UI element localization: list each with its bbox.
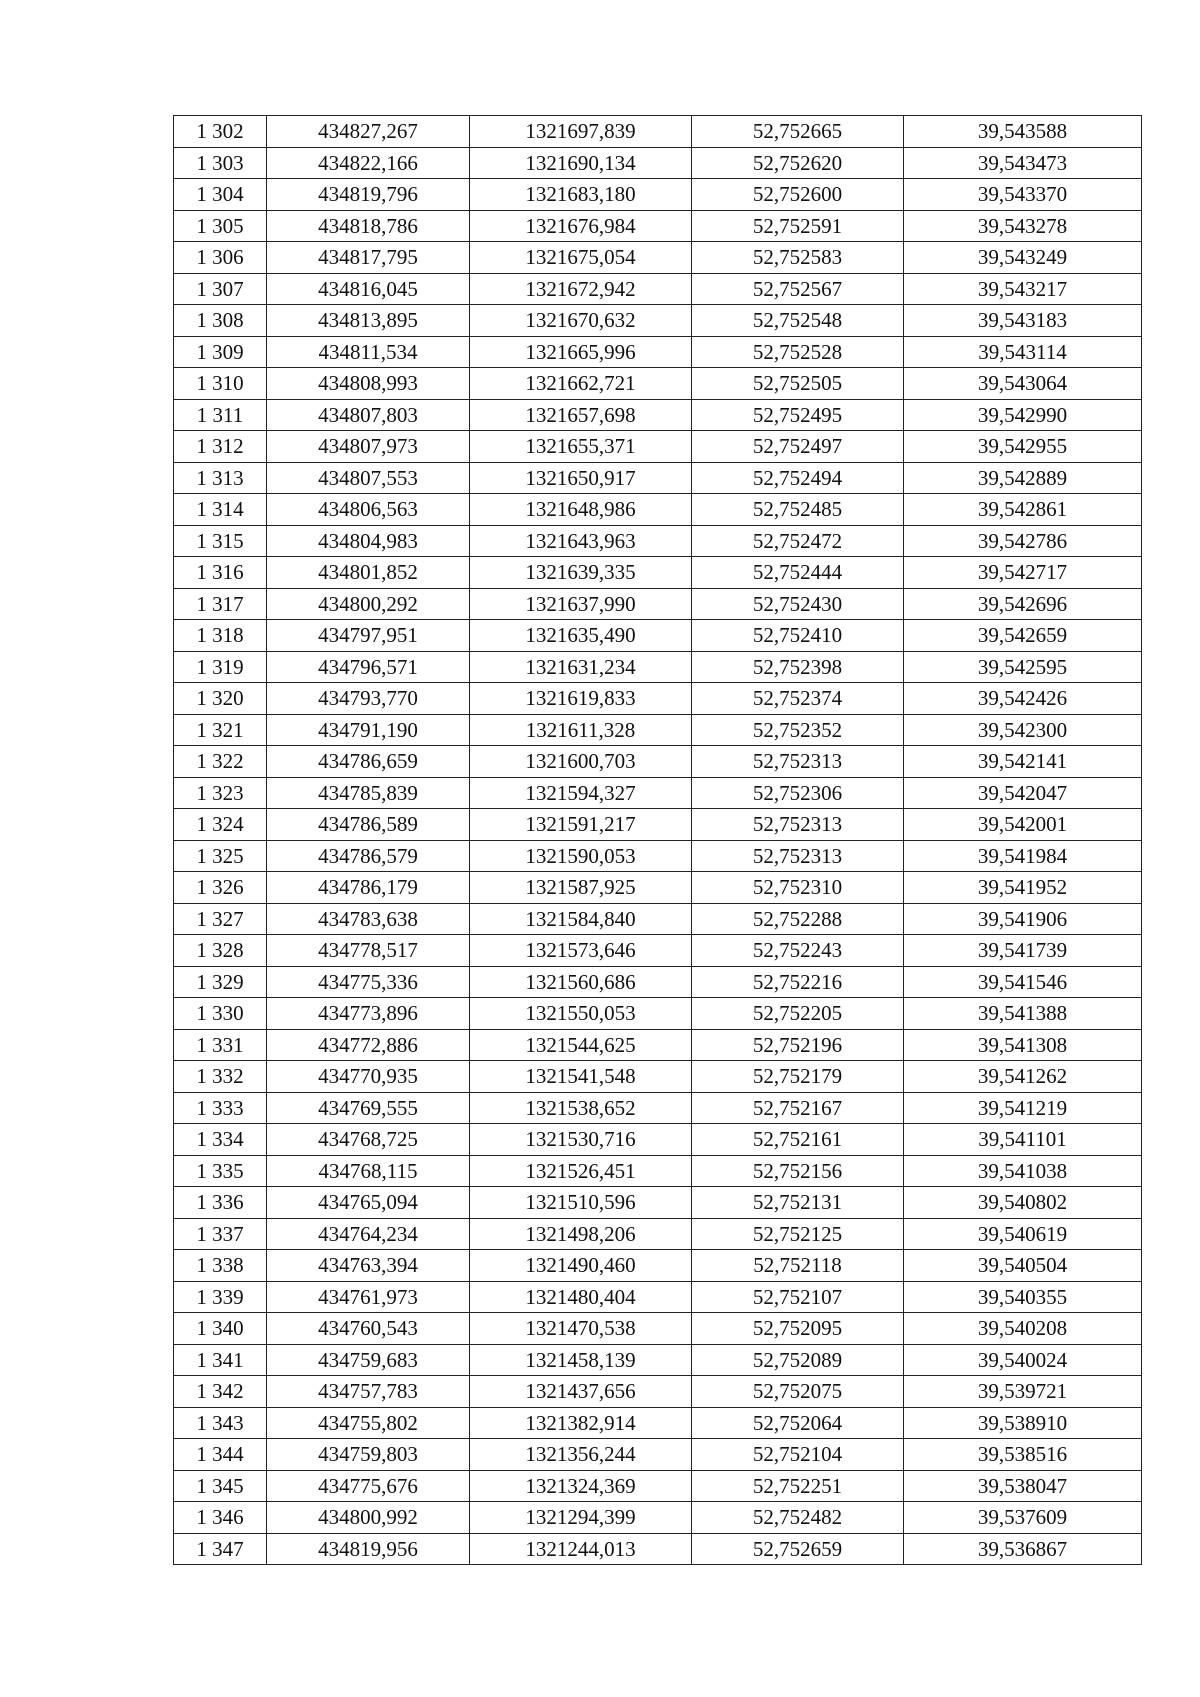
latitude-cell: 52,752665 — [692, 116, 904, 148]
longitude-cell: 39,542955 — [904, 431, 1142, 463]
x-coordinate-cell: 434800,992 — [267, 1502, 470, 1534]
y-coordinate-cell: 1321655,371 — [470, 431, 692, 463]
latitude-cell: 52,752107 — [692, 1281, 904, 1313]
table-row — [174, 368, 1142, 400]
latitude-cell: 52,752196 — [692, 1029, 904, 1061]
longitude-cell: 39,542001 — [904, 809, 1142, 841]
latitude-cell: 52,752600 — [692, 179, 904, 211]
point-number-cell: 1 326 — [174, 872, 267, 904]
x-coordinate-cell: 434811,534 — [267, 336, 470, 368]
y-coordinate-cell: 1321510,596 — [470, 1187, 692, 1219]
table-row — [174, 1092, 1142, 1124]
latitude-cell: 52,752131 — [692, 1187, 904, 1219]
table-row — [174, 1407, 1142, 1439]
x-coordinate-cell: 434796,571 — [267, 651, 470, 683]
x-coordinate-cell: 434764,234 — [267, 1218, 470, 1250]
x-coordinate-cell: 434775,676 — [267, 1470, 470, 1502]
y-coordinate-cell: 1321639,335 — [470, 557, 692, 589]
y-coordinate-cell: 1321643,963 — [470, 525, 692, 557]
longitude-cell: 39,541262 — [904, 1061, 1142, 1093]
point-number-cell: 1 324 — [174, 809, 267, 841]
longitude-cell: 39,542426 — [904, 683, 1142, 715]
longitude-cell: 39,541739 — [904, 935, 1142, 967]
longitude-cell: 39,541546 — [904, 966, 1142, 998]
table-row — [174, 746, 1142, 778]
y-coordinate-cell: 1321683,180 — [470, 179, 692, 211]
y-coordinate-cell: 1321560,686 — [470, 966, 692, 998]
x-coordinate-cell: 434819,956 — [267, 1533, 470, 1565]
y-coordinate-cell: 1321657,698 — [470, 399, 692, 431]
latitude-cell: 52,752495 — [692, 399, 904, 431]
y-coordinate-cell: 1321697,839 — [470, 116, 692, 148]
longitude-cell: 39,542889 — [904, 462, 1142, 494]
longitude-cell: 39,543217 — [904, 273, 1142, 305]
latitude-cell: 52,752313 — [692, 809, 904, 841]
longitude-cell: 39,541984 — [904, 840, 1142, 872]
point-number-cell: 1 321 — [174, 714, 267, 746]
point-number-cell: 1 330 — [174, 998, 267, 1030]
y-coordinate-cell: 1321690,134 — [470, 147, 692, 179]
table-row — [174, 147, 1142, 179]
y-coordinate-cell: 1321356,244 — [470, 1439, 692, 1471]
coordinates-table-body — [174, 116, 1142, 1565]
point-number-cell: 1 341 — [174, 1344, 267, 1376]
table-row — [174, 1313, 1142, 1345]
longitude-cell: 39,537609 — [904, 1502, 1142, 1534]
point-number-cell: 1 305 — [174, 210, 267, 242]
table-row — [174, 1470, 1142, 1502]
table-row — [174, 557, 1142, 589]
y-coordinate-cell: 1321665,996 — [470, 336, 692, 368]
x-coordinate-cell: 434786,589 — [267, 809, 470, 841]
y-coordinate-cell: 1321591,217 — [470, 809, 692, 841]
latitude-cell: 52,752352 — [692, 714, 904, 746]
longitude-cell: 39,541308 — [904, 1029, 1142, 1061]
longitude-cell: 39,543278 — [904, 210, 1142, 242]
table-row — [174, 840, 1142, 872]
point-number-cell: 1 314 — [174, 494, 267, 526]
x-coordinate-cell: 434797,951 — [267, 620, 470, 652]
latitude-cell: 52,752243 — [692, 935, 904, 967]
y-coordinate-cell: 1321676,984 — [470, 210, 692, 242]
x-coordinate-cell: 434770,935 — [267, 1061, 470, 1093]
x-coordinate-cell: 434807,973 — [267, 431, 470, 463]
longitude-cell: 39,541038 — [904, 1155, 1142, 1187]
longitude-cell: 39,542300 — [904, 714, 1142, 746]
latitude-cell: 52,752179 — [692, 1061, 904, 1093]
longitude-cell: 39,542659 — [904, 620, 1142, 652]
longitude-cell: 39,540208 — [904, 1313, 1142, 1345]
point-number-cell: 1 311 — [174, 399, 267, 431]
table-row — [174, 1218, 1142, 1250]
point-number-cell: 1 343 — [174, 1407, 267, 1439]
x-coordinate-cell: 434760,543 — [267, 1313, 470, 1345]
point-number-cell: 1 328 — [174, 935, 267, 967]
table-row — [174, 1533, 1142, 1565]
y-coordinate-cell: 1321600,703 — [470, 746, 692, 778]
longitude-cell: 39,538516 — [904, 1439, 1142, 1471]
y-coordinate-cell: 1321538,652 — [470, 1092, 692, 1124]
y-coordinate-cell: 1321650,917 — [470, 462, 692, 494]
latitude-cell: 52,752482 — [692, 1502, 904, 1534]
x-coordinate-cell: 434808,993 — [267, 368, 470, 400]
y-coordinate-cell: 1321672,942 — [470, 273, 692, 305]
table-row — [174, 903, 1142, 935]
latitude-cell: 52,752161 — [692, 1124, 904, 1156]
point-number-cell: 1 312 — [174, 431, 267, 463]
x-coordinate-cell: 434775,336 — [267, 966, 470, 998]
x-coordinate-cell: 434769,555 — [267, 1092, 470, 1124]
table-row — [174, 1124, 1142, 1156]
point-number-cell: 1 347 — [174, 1533, 267, 1565]
y-coordinate-cell: 1321470,538 — [470, 1313, 692, 1345]
latitude-cell: 52,752251 — [692, 1470, 904, 1502]
x-coordinate-cell: 434807,803 — [267, 399, 470, 431]
latitude-cell: 52,752567 — [692, 273, 904, 305]
table-row — [174, 588, 1142, 620]
x-coordinate-cell: 434759,683 — [267, 1344, 470, 1376]
x-coordinate-cell: 434778,517 — [267, 935, 470, 967]
y-coordinate-cell: 1321550,053 — [470, 998, 692, 1030]
y-coordinate-cell: 1321382,914 — [470, 1407, 692, 1439]
point-number-cell: 1 329 — [174, 966, 267, 998]
y-coordinate-cell: 1321530,716 — [470, 1124, 692, 1156]
table-row — [174, 116, 1142, 148]
table-row — [174, 399, 1142, 431]
y-coordinate-cell: 1321480,404 — [470, 1281, 692, 1313]
latitude-cell: 52,752410 — [692, 620, 904, 652]
point-number-cell: 1 307 — [174, 273, 267, 305]
x-coordinate-cell: 434786,579 — [267, 840, 470, 872]
longitude-cell: 39,543473 — [904, 147, 1142, 179]
y-coordinate-cell: 1321675,054 — [470, 242, 692, 274]
table-row — [174, 305, 1142, 337]
table-row — [174, 1281, 1142, 1313]
point-number-cell: 1 337 — [174, 1218, 267, 1250]
x-coordinate-cell: 434786,179 — [267, 872, 470, 904]
table-row — [174, 179, 1142, 211]
table-row — [174, 998, 1142, 1030]
y-coordinate-cell: 1321490,460 — [470, 1250, 692, 1282]
table-row — [174, 1061, 1142, 1093]
y-coordinate-cell: 1321590,053 — [470, 840, 692, 872]
y-coordinate-cell: 1321526,451 — [470, 1155, 692, 1187]
table-row — [174, 431, 1142, 463]
table-row — [174, 210, 1142, 242]
y-coordinate-cell: 1321244,013 — [470, 1533, 692, 1565]
latitude-cell: 52,752156 — [692, 1155, 904, 1187]
point-number-cell: 1 319 — [174, 651, 267, 683]
x-coordinate-cell: 434806,563 — [267, 494, 470, 526]
x-coordinate-cell: 434765,094 — [267, 1187, 470, 1219]
y-coordinate-cell: 1321541,548 — [470, 1061, 692, 1093]
latitude-cell: 52,752064 — [692, 1407, 904, 1439]
longitude-cell: 39,539721 — [904, 1376, 1142, 1408]
point-number-cell: 1 310 — [174, 368, 267, 400]
longitude-cell: 39,543370 — [904, 179, 1142, 211]
point-number-cell: 1 335 — [174, 1155, 267, 1187]
latitude-cell: 52,752485 — [692, 494, 904, 526]
table-row — [174, 1250, 1142, 1282]
x-coordinate-cell: 434768,115 — [267, 1155, 470, 1187]
point-number-cell: 1 322 — [174, 746, 267, 778]
y-coordinate-cell: 1321458,139 — [470, 1344, 692, 1376]
table-row — [174, 966, 1142, 998]
longitude-cell: 39,542047 — [904, 777, 1142, 809]
latitude-cell: 52,752216 — [692, 966, 904, 998]
y-coordinate-cell: 1321437,656 — [470, 1376, 692, 1408]
longitude-cell: 39,541101 — [904, 1124, 1142, 1156]
x-coordinate-cell: 434763,394 — [267, 1250, 470, 1282]
longitude-cell: 39,538910 — [904, 1407, 1142, 1439]
x-coordinate-cell: 434818,786 — [267, 210, 470, 242]
longitude-cell: 39,542990 — [904, 399, 1142, 431]
y-coordinate-cell: 1321324,369 — [470, 1470, 692, 1502]
x-coordinate-cell: 434772,886 — [267, 1029, 470, 1061]
latitude-cell: 52,752472 — [692, 525, 904, 557]
coordinates-table — [173, 115, 1142, 1565]
longitude-cell: 39,543114 — [904, 336, 1142, 368]
latitude-cell: 52,752104 — [692, 1439, 904, 1471]
point-number-cell: 1 327 — [174, 903, 267, 935]
latitude-cell: 52,752505 — [692, 368, 904, 400]
latitude-cell: 52,752125 — [692, 1218, 904, 1250]
x-coordinate-cell: 434793,770 — [267, 683, 470, 715]
longitude-cell: 39,542717 — [904, 557, 1142, 589]
table-row — [174, 935, 1142, 967]
x-coordinate-cell: 434755,802 — [267, 1407, 470, 1439]
latitude-cell: 52,752398 — [692, 651, 904, 683]
x-coordinate-cell: 434800,292 — [267, 588, 470, 620]
x-coordinate-cell: 434768,725 — [267, 1124, 470, 1156]
latitude-cell: 52,752583 — [692, 242, 904, 274]
latitude-cell: 52,752075 — [692, 1376, 904, 1408]
point-number-cell: 1 334 — [174, 1124, 267, 1156]
point-number-cell: 1 332 — [174, 1061, 267, 1093]
longitude-cell: 39,540619 — [904, 1218, 1142, 1250]
point-number-cell: 1 323 — [174, 777, 267, 809]
x-coordinate-cell: 434827,267 — [267, 116, 470, 148]
x-coordinate-cell: 434786,659 — [267, 746, 470, 778]
point-number-cell: 1 338 — [174, 1250, 267, 1282]
point-number-cell: 1 333 — [174, 1092, 267, 1124]
table-row — [174, 872, 1142, 904]
point-number-cell: 1 345 — [174, 1470, 267, 1502]
point-number-cell: 1 315 — [174, 525, 267, 557]
point-number-cell: 1 339 — [174, 1281, 267, 1313]
y-coordinate-cell: 1321648,986 — [470, 494, 692, 526]
longitude-cell: 39,542786 — [904, 525, 1142, 557]
point-number-cell: 1 302 — [174, 116, 267, 148]
point-number-cell: 1 336 — [174, 1187, 267, 1219]
latitude-cell: 52,752620 — [692, 147, 904, 179]
point-number-cell: 1 344 — [174, 1439, 267, 1471]
latitude-cell: 52,752659 — [692, 1533, 904, 1565]
x-coordinate-cell: 434785,839 — [267, 777, 470, 809]
x-coordinate-cell: 434804,983 — [267, 525, 470, 557]
longitude-cell: 39,543183 — [904, 305, 1142, 337]
point-number-cell: 1 309 — [174, 336, 267, 368]
point-number-cell: 1 304 — [174, 179, 267, 211]
longitude-cell: 39,543249 — [904, 242, 1142, 274]
point-number-cell: 1 317 — [174, 588, 267, 620]
table-row — [174, 242, 1142, 274]
longitude-cell: 39,541952 — [904, 872, 1142, 904]
table-row — [174, 651, 1142, 683]
longitude-cell: 39,542861 — [904, 494, 1142, 526]
table-row — [174, 1439, 1142, 1471]
longitude-cell: 39,541219 — [904, 1092, 1142, 1124]
point-number-cell: 1 313 — [174, 462, 267, 494]
table-row — [174, 1155, 1142, 1187]
y-coordinate-cell: 1321611,328 — [470, 714, 692, 746]
table-row — [174, 1029, 1142, 1061]
table-row — [174, 273, 1142, 305]
point-number-cell: 1 320 — [174, 683, 267, 715]
longitude-cell: 39,540355 — [904, 1281, 1142, 1313]
longitude-cell: 39,540504 — [904, 1250, 1142, 1282]
longitude-cell: 39,538047 — [904, 1470, 1142, 1502]
latitude-cell: 52,752118 — [692, 1250, 904, 1282]
latitude-cell: 52,752591 — [692, 210, 904, 242]
y-coordinate-cell: 1321294,399 — [470, 1502, 692, 1534]
y-coordinate-cell: 1321498,206 — [470, 1218, 692, 1250]
x-coordinate-cell: 434819,796 — [267, 179, 470, 211]
point-number-cell: 1 316 — [174, 557, 267, 589]
longitude-cell: 39,541388 — [904, 998, 1142, 1030]
longitude-cell: 39,543588 — [904, 116, 1142, 148]
latitude-cell: 52,752310 — [692, 872, 904, 904]
latitude-cell: 52,752089 — [692, 1344, 904, 1376]
x-coordinate-cell: 434757,783 — [267, 1376, 470, 1408]
x-coordinate-cell: 434816,045 — [267, 273, 470, 305]
y-coordinate-cell: 1321637,990 — [470, 588, 692, 620]
table-row — [174, 809, 1142, 841]
longitude-cell: 39,543064 — [904, 368, 1142, 400]
latitude-cell: 52,752167 — [692, 1092, 904, 1124]
latitude-cell: 52,752306 — [692, 777, 904, 809]
table-row — [174, 777, 1142, 809]
x-coordinate-cell: 434817,795 — [267, 242, 470, 274]
latitude-cell: 52,752548 — [692, 305, 904, 337]
table-row — [174, 462, 1142, 494]
y-coordinate-cell: 1321619,833 — [470, 683, 692, 715]
latitude-cell: 52,752494 — [692, 462, 904, 494]
y-coordinate-cell: 1321594,327 — [470, 777, 692, 809]
y-coordinate-cell: 1321573,646 — [470, 935, 692, 967]
table-row — [174, 714, 1142, 746]
x-coordinate-cell: 434807,553 — [267, 462, 470, 494]
y-coordinate-cell: 1321635,490 — [470, 620, 692, 652]
latitude-cell: 52,752528 — [692, 336, 904, 368]
y-coordinate-cell: 1321670,632 — [470, 305, 692, 337]
y-coordinate-cell: 1321584,840 — [470, 903, 692, 935]
table-row — [174, 620, 1142, 652]
table-row — [174, 525, 1142, 557]
table-row — [174, 683, 1142, 715]
table-row — [174, 1376, 1142, 1408]
x-coordinate-cell: 434759,803 — [267, 1439, 470, 1471]
latitude-cell: 52,752444 — [692, 557, 904, 589]
latitude-cell: 52,752205 — [692, 998, 904, 1030]
y-coordinate-cell: 1321544,625 — [470, 1029, 692, 1061]
longitude-cell: 39,540802 — [904, 1187, 1142, 1219]
latitude-cell: 52,752430 — [692, 588, 904, 620]
latitude-cell: 52,752313 — [692, 746, 904, 778]
point-number-cell: 1 308 — [174, 305, 267, 337]
point-number-cell: 1 331 — [174, 1029, 267, 1061]
latitude-cell: 52,752313 — [692, 840, 904, 872]
longitude-cell: 39,541906 — [904, 903, 1142, 935]
table-row — [174, 494, 1142, 526]
point-number-cell: 1 325 — [174, 840, 267, 872]
x-coordinate-cell: 434822,166 — [267, 147, 470, 179]
latitude-cell: 52,752374 — [692, 683, 904, 715]
y-coordinate-cell: 1321631,234 — [470, 651, 692, 683]
x-coordinate-cell: 434801,852 — [267, 557, 470, 589]
table-row — [174, 1344, 1142, 1376]
y-coordinate-cell: 1321662,721 — [470, 368, 692, 400]
x-coordinate-cell: 434813,895 — [267, 305, 470, 337]
latitude-cell: 52,752095 — [692, 1313, 904, 1345]
longitude-cell: 39,542141 — [904, 746, 1142, 778]
point-number-cell: 1 342 — [174, 1376, 267, 1408]
longitude-cell: 39,542595 — [904, 651, 1142, 683]
x-coordinate-cell: 434783,638 — [267, 903, 470, 935]
point-number-cell: 1 306 — [174, 242, 267, 274]
table-row — [174, 336, 1142, 368]
y-coordinate-cell: 1321587,925 — [470, 872, 692, 904]
table-row — [174, 1187, 1142, 1219]
x-coordinate-cell: 434773,896 — [267, 998, 470, 1030]
table-row — [174, 1502, 1142, 1534]
longitude-cell: 39,540024 — [904, 1344, 1142, 1376]
x-coordinate-cell: 434761,973 — [267, 1281, 470, 1313]
point-number-cell: 1 340 — [174, 1313, 267, 1345]
point-number-cell: 1 346 — [174, 1502, 267, 1534]
longitude-cell: 39,536867 — [904, 1533, 1142, 1565]
latitude-cell: 52,752288 — [692, 903, 904, 935]
x-coordinate-cell: 434791,190 — [267, 714, 470, 746]
latitude-cell: 52,752497 — [692, 431, 904, 463]
longitude-cell: 39,542696 — [904, 588, 1142, 620]
point-number-cell: 1 318 — [174, 620, 267, 652]
point-number-cell: 1 303 — [174, 147, 267, 179]
